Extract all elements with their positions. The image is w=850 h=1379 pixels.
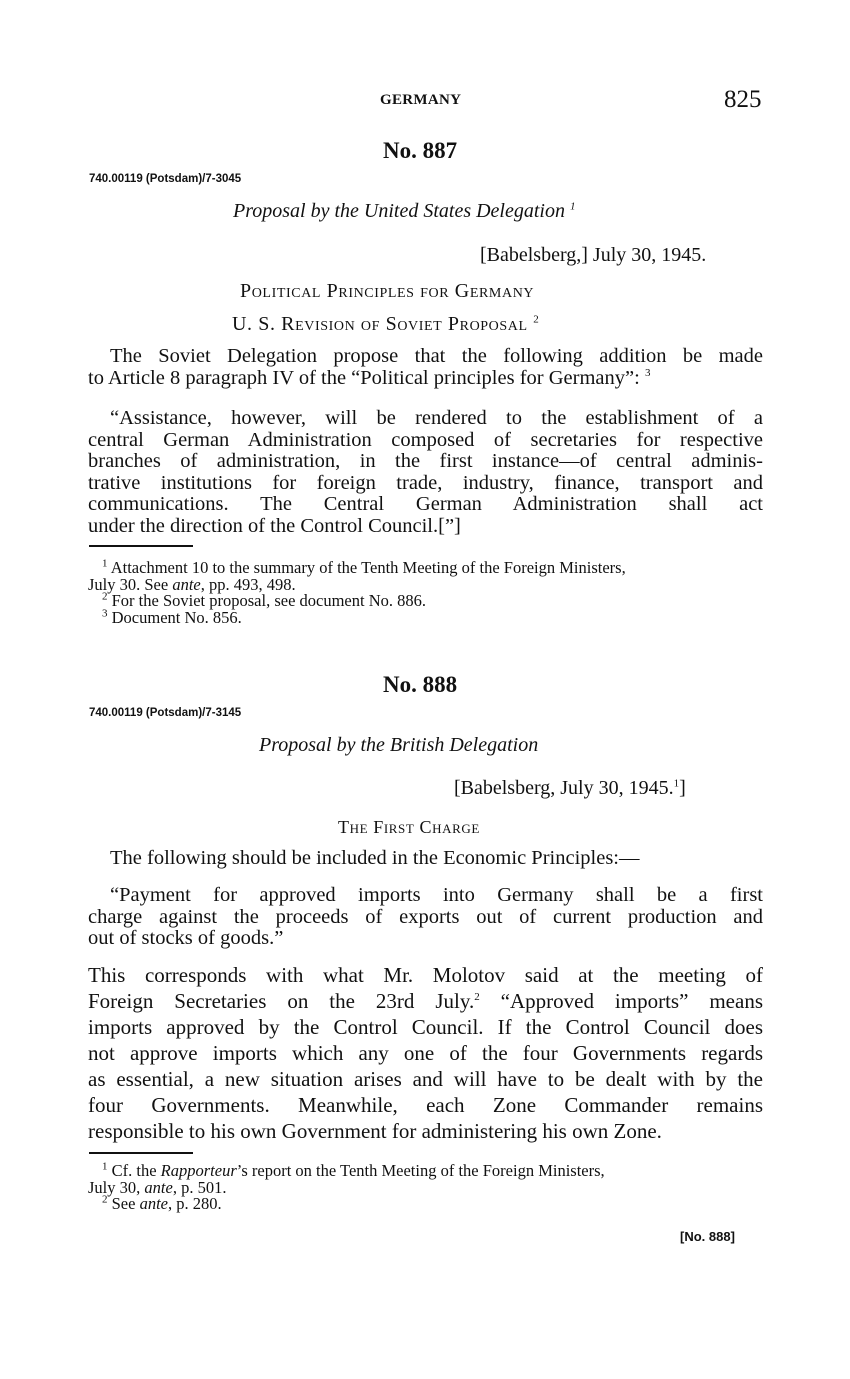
footnote-mark: 1 <box>102 557 108 570</box>
text-line: The Soviet Delegation propose that the following addition be made <box>110 345 763 367</box>
text-line <box>88 988 763 1014</box>
text-line: This corresponds with what Mr. Molotov said at the meeting of <box>88 963 763 987</box>
footnote-italic: ante <box>139 1194 168 1213</box>
section-heading-first-charge: The First Charge <box>338 817 480 837</box>
section-heading-political-principles: Political Principles for Germany <box>240 280 535 302</box>
footnote-italic: ante <box>172 574 201 594</box>
footnote-text: ’s report on the Tenth Meeting of the Foreign Ministers, <box>236 1161 605 1180</box>
footnote-rule <box>89 1152 193 1154</box>
quote-line: communications. The Central German Administration shall act <box>88 493 763 515</box>
footnotes-887 <box>88 557 764 627</box>
footnote-2 <box>88 1193 764 1213</box>
text-line: not approve imports which any one of the four Governments regards <box>88 1041 763 1065</box>
dateline-close: ] <box>679 777 686 799</box>
footnote-rule <box>89 545 193 547</box>
footnote-text: , pp. 493, 498. <box>200 574 296 594</box>
dateline-text: [Babelsberg,] July 30, 1945. <box>480 244 707 266</box>
footnote-italic: ante <box>144 1177 173 1197</box>
footnote-ref: 2 <box>533 313 540 326</box>
page-number: 825 <box>724 86 762 113</box>
footnote-mark: 3 <box>102 607 108 619</box>
file-reference-888: 740.00119 (Potsdam)/7-3145 <box>89 707 242 719</box>
quote-line: under the direction of the Control Council.[”] <box>88 514 461 537</box>
line-text: Foreign Secretaries on the 23rd July. <box>88 989 475 1013</box>
footnotes-888 <box>88 1160 764 1213</box>
text-line: imports approved by the Control Council. If the Control Council does <box>88 1015 763 1039</box>
document-number-887: No. 887 <box>383 138 458 163</box>
footnote-text: , p. 280. <box>168 1194 222 1213</box>
footnote-text: July 30, <box>88 1177 145 1197</box>
text-line <box>88 368 763 390</box>
document-number-888: No. 888 <box>383 672 458 697</box>
document-title-887 <box>233 200 575 223</box>
text-line: four Governments. Meanwhile, each Zone Commander remains <box>88 1093 763 1117</box>
footnote-3 <box>88 607 764 627</box>
footnote-ref: 2 <box>474 991 480 1003</box>
intro-paragraph-887 <box>88 346 763 389</box>
footnote-ref: 1 <box>569 200 576 213</box>
footnote-text: See <box>111 1194 140 1213</box>
quote-line: charge against the proceeds of exports out of current production and <box>88 905 763 928</box>
footnote-ref: 1 <box>673 777 680 790</box>
line-text: to Article 8 paragraph IV of the “Political principles for Germany”: <box>88 366 640 389</box>
document-title-888: Proposal by the British Delegation <box>259 734 539 756</box>
footnote-text: , p. 501. <box>172 1177 227 1197</box>
footnote-text: Cf. the <box>111 1161 161 1180</box>
footnote-mark: 2 <box>102 1193 108 1206</box>
footnote-italic: Rapporteur <box>160 1161 237 1180</box>
line-text: “Approved imports” means <box>479 989 763 1013</box>
footnote-text: July 30. See <box>88 574 173 594</box>
quote-line: branches of administration, in the first instance—of central adminis- <box>88 450 763 472</box>
title-text: Proposal by the United States Delegation <box>233 200 565 222</box>
quote-line: out of stocks of goods.” <box>88 927 284 949</box>
dateline-888 <box>454 777 764 800</box>
text-line: as essential, a new situation arises and will have to be dealt with by the <box>88 1067 763 1091</box>
footnote-text: Document No. 856. <box>111 607 242 627</box>
quote-line: “Payment for approved imports into Germany shall be a first <box>110 884 763 906</box>
quote-line: trative institutions for foreign trade, industry, finance, transport and <box>88 471 763 494</box>
document-end-reference: [No. 888] <box>680 1229 735 1244</box>
quote-line: central German Administration composed of secretaries for respective <box>88 428 763 451</box>
dateline-887 <box>480 244 706 267</box>
footnote-text: For the Soviet proposal, see document No. 886. <box>111 591 426 610</box>
dateline-text: [Babelsberg, July 30, 1945. <box>454 777 674 799</box>
footnote-ref: 3 <box>644 366 651 379</box>
quoted-addition-887 <box>88 408 763 537</box>
section-heading-us-revision <box>232 313 539 336</box>
intro-paragraph-888: The following should be included in the Economic Principles:— <box>110 847 640 869</box>
running-head: GERMANY <box>380 92 462 108</box>
commentary-paragraph-888 <box>88 962 763 1144</box>
footnote-text: Attachment 10 to the summary of the Tenth Meeting of the Foreign Ministers, <box>110 558 626 577</box>
quote-line: “Assistance, however, will be rendered to the establishment of a <box>110 407 763 429</box>
footnote-mark: 2 <box>102 590 108 603</box>
text-line: responsible to his own Government for administering his own Zone. <box>88 1119 662 1143</box>
footnote-mark: 1 <box>102 1160 108 1173</box>
heading-text: U. S. Revision of Soviet Proposal <box>232 313 528 335</box>
file-reference-887: 740.00119 (Potsdam)/7-3045 <box>89 173 242 185</box>
quoted-addition-888 <box>88 885 763 950</box>
